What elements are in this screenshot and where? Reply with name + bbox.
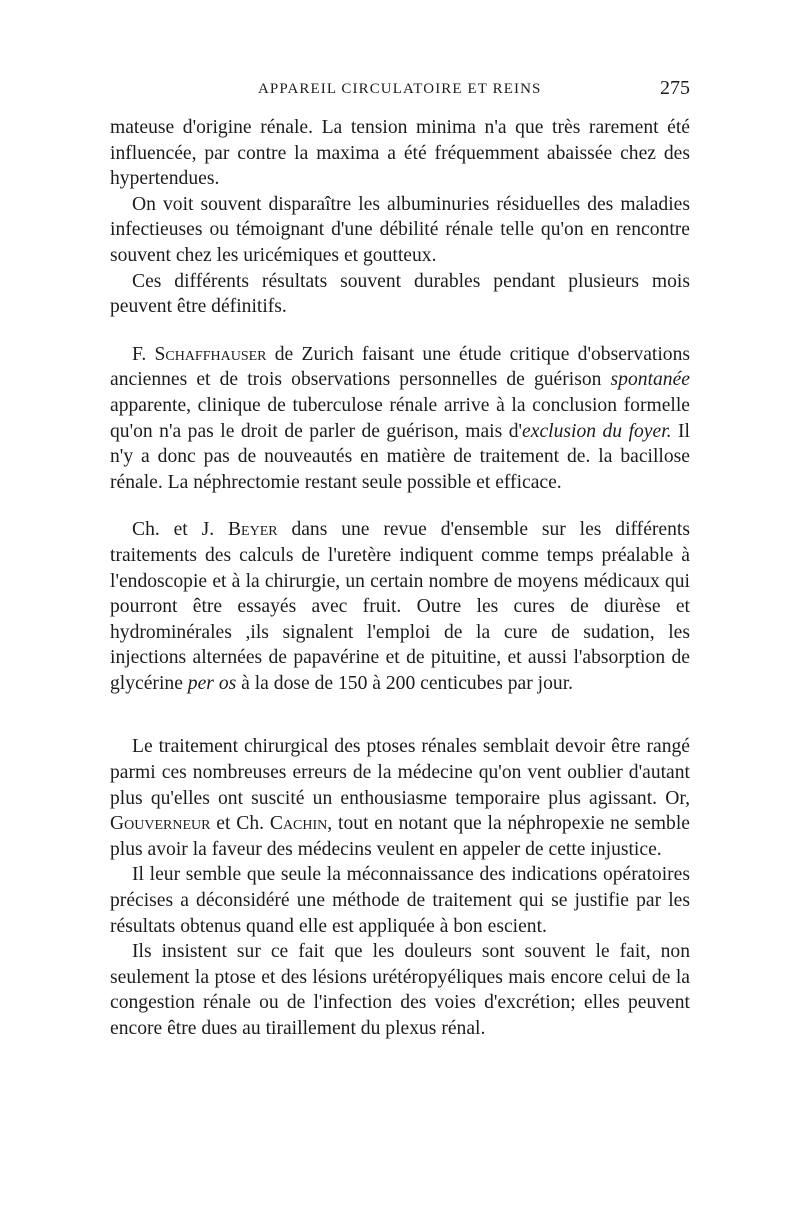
section-gap (110, 696, 690, 734)
page-header (110, 77, 690, 103)
author-name: Gouverneur (110, 813, 211, 835)
author-name: Cachin (269, 813, 328, 835)
text-run: , tout en notant que la néphropexie ne semble plus avoir la faveur des médecins veulent en appeler de cette injustice. (110, 813, 690, 860)
text-run: et Ch. (210, 813, 270, 835)
section-gap (110, 495, 690, 517)
author-name: Beyer (227, 519, 278, 541)
text-run: Le traitement chirurgical des ptoses rénales semblait devoir être rangé parmi ces nombreuses erreurs de la médecine qu'on vent oublier d'autant plus qu'elles ont suscité un enthousiasme temporaire plus agissant. Or, (110, 736, 690, 809)
author-initial: F. (132, 343, 155, 365)
author-initials: Ch. et J. (132, 519, 228, 541)
text-run: dans une revue d'ensemble sur les différents traitements des calculs de l'uretère indiquent comme temps préalable à l'endoscopie et à la chirurgie, un certain nombre de moyens médicaux qui pourront être essayés avec fruit. Outre les cures de diurèse et hydrominérales ,ils signalent l'emploi de la cure de sudation, les injections alternées de papavérine et de pituitine, et aussi l'absorption de glycérine (110, 519, 690, 694)
text-run: à la dose de 150 à 200 centicubes par jour. (236, 672, 574, 694)
author-name: Schaffhauser (154, 343, 267, 365)
text-run: apparente, clinique de tuberculose rénale arrive à la conclusion formelle qu'on n'a pas le droit de parler de guérison, mais d' (110, 394, 690, 442)
paragraph-albuminuries: On voit souvent disparaître les albuminuries résiduelles des maladies infectieuses ou témoignant d'une débilité rénale telle qu'on en rencontre souvent chez les uricémiques et goutteux. (110, 193, 690, 266)
paragraph-results: Ces différents résultats souvent durables pendant plusieurs mois peuvent être définitifs. (110, 270, 690, 318)
paragraph-beyer (110, 517, 690, 696)
italic-term: per os (187, 672, 237, 694)
page-number: 275 (660, 77, 690, 99)
text-run: Il n'y a donc pas de nouveautés en matière de traitement de. la bacillose rénale. La néphrectomie restant seule possible et efficace. (110, 420, 690, 493)
italic-term: exclusion du foyer. (522, 420, 672, 442)
running-title: APPAREIL CIRCULATOIRE ET REINS (258, 81, 542, 97)
text-run: de Zurich faisant une étude critique d'observations anciennes et de trois observations personnelles de guérison (110, 343, 691, 391)
paragraph-schaffhauser (110, 342, 690, 496)
paragraph-douleurs: Ils insistent sur ce fait que les douleurs sont souvent le fait, non seulement la ptose et des lésions urétéropyéliques mais encore celui de la congestion rénale ou de l'infection des voies d'excrétion; elles peuvent encore être dues au tiraillement du plexus rénal. (110, 941, 690, 1039)
page-body (110, 115, 690, 1042)
italic-term: spontanée (610, 369, 690, 391)
paragraph-continuation: mateuse d'origine rénale. La tension minima n'a que très rarement été influencée, par contre la maxima a été fréquemment abaissée chez des hypertendues. (110, 117, 690, 190)
section-gap (110, 320, 690, 342)
paragraph-indications: Il leur semble que seule la méconnaissance des indications opératoires précises a déconsidéré une méthode de traitement qui se justifie par les résultats obtenus quand elle est appliquée à bon escient. (110, 864, 690, 937)
paragraph-ptoses (110, 734, 690, 862)
